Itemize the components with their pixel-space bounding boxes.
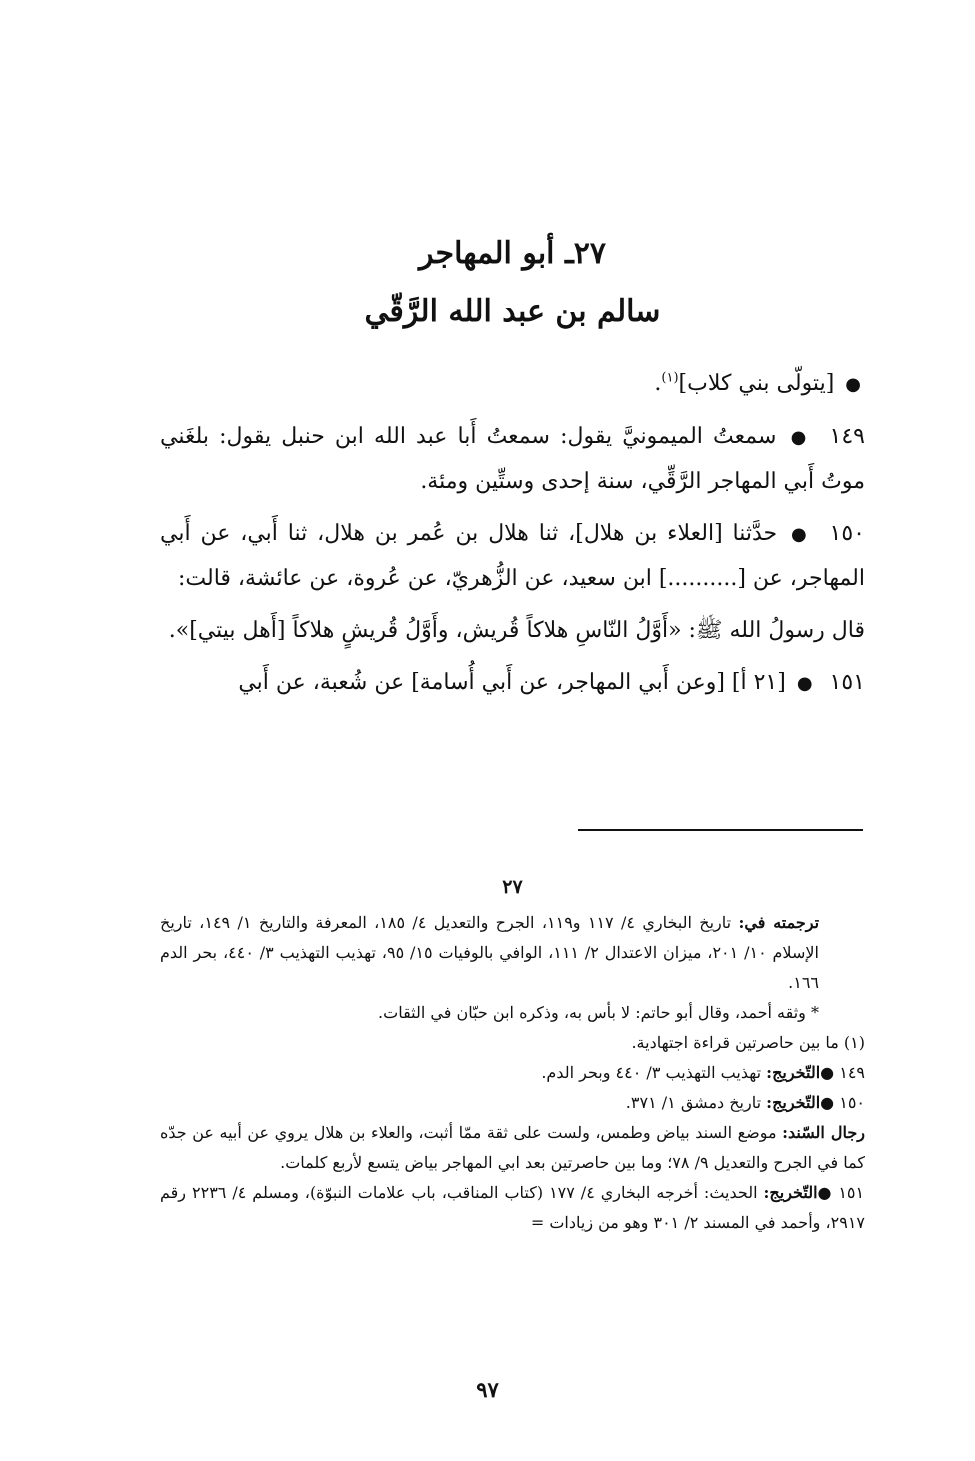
grading-note: * وثقه أحمد، وقال أبو حاتم: لا بأس به، وذكره ابن حبّان في الثقات. [378, 1003, 819, 1022]
entry-149-number: ١٤٩ [829, 424, 865, 449]
bullet-icon: ● [820, 1063, 835, 1082]
footnote-separator [578, 829, 863, 831]
footnote-150-number: ١٥٠ [839, 1093, 865, 1112]
footnote-149-number: ١٤٩ [839, 1063, 865, 1082]
footnote-1: (١) ما بين حاصرتين قراءة اجتهادية. [631, 1033, 865, 1052]
footnote-150-label: التّخريج: [766, 1093, 821, 1112]
footnote-150-rijal-text: موضع السند بياض وطمس، ولست على ثقة ممّا أثبت، والعلاء بن هلال يروي عن أبيه عن جدّه كما في الجرح والتعديل ٩/ ٧٨؛ وما بين حاصرتين بعد ابي المهاجر بياض يتسع لأربع كلمات. [160, 1123, 865, 1172]
entry-150 [160, 512, 865, 601]
intro-entry [160, 362, 865, 407]
footnote-heading: ٢٧ [502, 876, 523, 898]
footnote-ref-1: (١) [661, 370, 679, 386]
footnote-150-rijal-label: رجال السّند: [782, 1123, 866, 1142]
entry-150-text: حدَّثنا [العلاء بن هلال]، ثنا هلال بن عُمر بن هلال، ثنا أَبي، عن أَبي المهاجر، عن [..........] ابن سعيد، عن الزُّهريّ، عن عُروة، عن عائشة، قالت: [160, 521, 865, 591]
entry-149-text: سمعتُ الميمونيَّ يقول: سمعتُ أَبا عبد الله ابن حنبل يقول: بلغَني موتُ أَبي المهاجر الرَّقِّي، سنة إحدى وستِّين ومئة. [160, 424, 865, 494]
footnote-150 [160, 1088, 865, 1118]
footnote-149 [160, 1058, 865, 1088]
footnote-151 [160, 1178, 865, 1238]
footnote-150-rijal [160, 1118, 865, 1178]
bullet-icon: ● [791, 524, 810, 545]
footnotes [160, 870, 865, 1238]
chapter-heading [160, 225, 865, 341]
entry-150-quote: قال رسولُ الله ﷺ: «أَوَّلُ النّاسِ هلاكاً قُريش، وأَوَّلُ قُريشٍ هلاكاً [أَهل بيتي]». [168, 618, 865, 643]
footnote-150-text: تاريخ دمشق ١/ ٣٧١. [625, 1093, 762, 1112]
footnote-151-text: الحديث: أخرجه البخاري ٤/ ١٧٧ (كتاب المناقب، باب علامات النبوّة)، ومسلم ٤/ ٢٢٣٦ رقم ٢٩١٧، وأحمد في المسند ٢/ ٣٠١ وهو من زيادات = [160, 1183, 865, 1232]
bullet-icon: ● [845, 374, 861, 395]
entry-149 [160, 415, 865, 504]
chapter-title: ٢٧ـ أبو المهاجر [419, 236, 606, 271]
footnote-149-text: تهذيب التهذيب ٣/ ٤٤٠ وبحر الدم. [541, 1063, 762, 1082]
footnote-151-label: التّخريج: [763, 1183, 818, 1202]
footnote-151-number: ١٥١ [838, 1183, 865, 1202]
intro-end: . [654, 371, 662, 396]
main-text [160, 362, 865, 714]
bullet-icon: ● [796, 673, 813, 694]
intro-text: [يتولّى بني كلاب] [678, 371, 835, 396]
bullet-icon: ● [790, 427, 810, 448]
page-number: ٩٧ [476, 1377, 499, 1402]
entry-151 [160, 661, 865, 706]
biography-note [160, 908, 865, 998]
biography-label: ترجمته في: [738, 913, 820, 932]
entry-151-number: ١٥١ [829, 670, 865, 695]
bullet-icon: ● [820, 1093, 835, 1112]
biography-text: تاريخ البخاري ٤/ ١١٧ و١١٩، الجرح والتعديل ٤/ ١٨٥، المعرفة والتاريخ ١/ ١٤٩، تاريخ الإسلام ١٠/ ٢٠١، ميزان الاعتدال ٢/ ١١١، الوافي بالوفيات ١٥/ ٩٥، تهذيب التهذيب ٣/ ٤٤٠، بحر الدم ١٦٦. [160, 913, 819, 992]
bullet-icon: ● [817, 1183, 833, 1202]
footnote-149-label: التّخريج: [766, 1063, 821, 1082]
entry-151-text: [٢١ أ] [وعن أَبي المهاجر، عن أَبي أُسامة] عن شُعبة، عن أَبي [238, 670, 786, 695]
chapter-subtitle: سالم بن عبد الله الرَّقّي [364, 294, 661, 329]
entry-150-number: ١٥٠ [829, 521, 865, 546]
